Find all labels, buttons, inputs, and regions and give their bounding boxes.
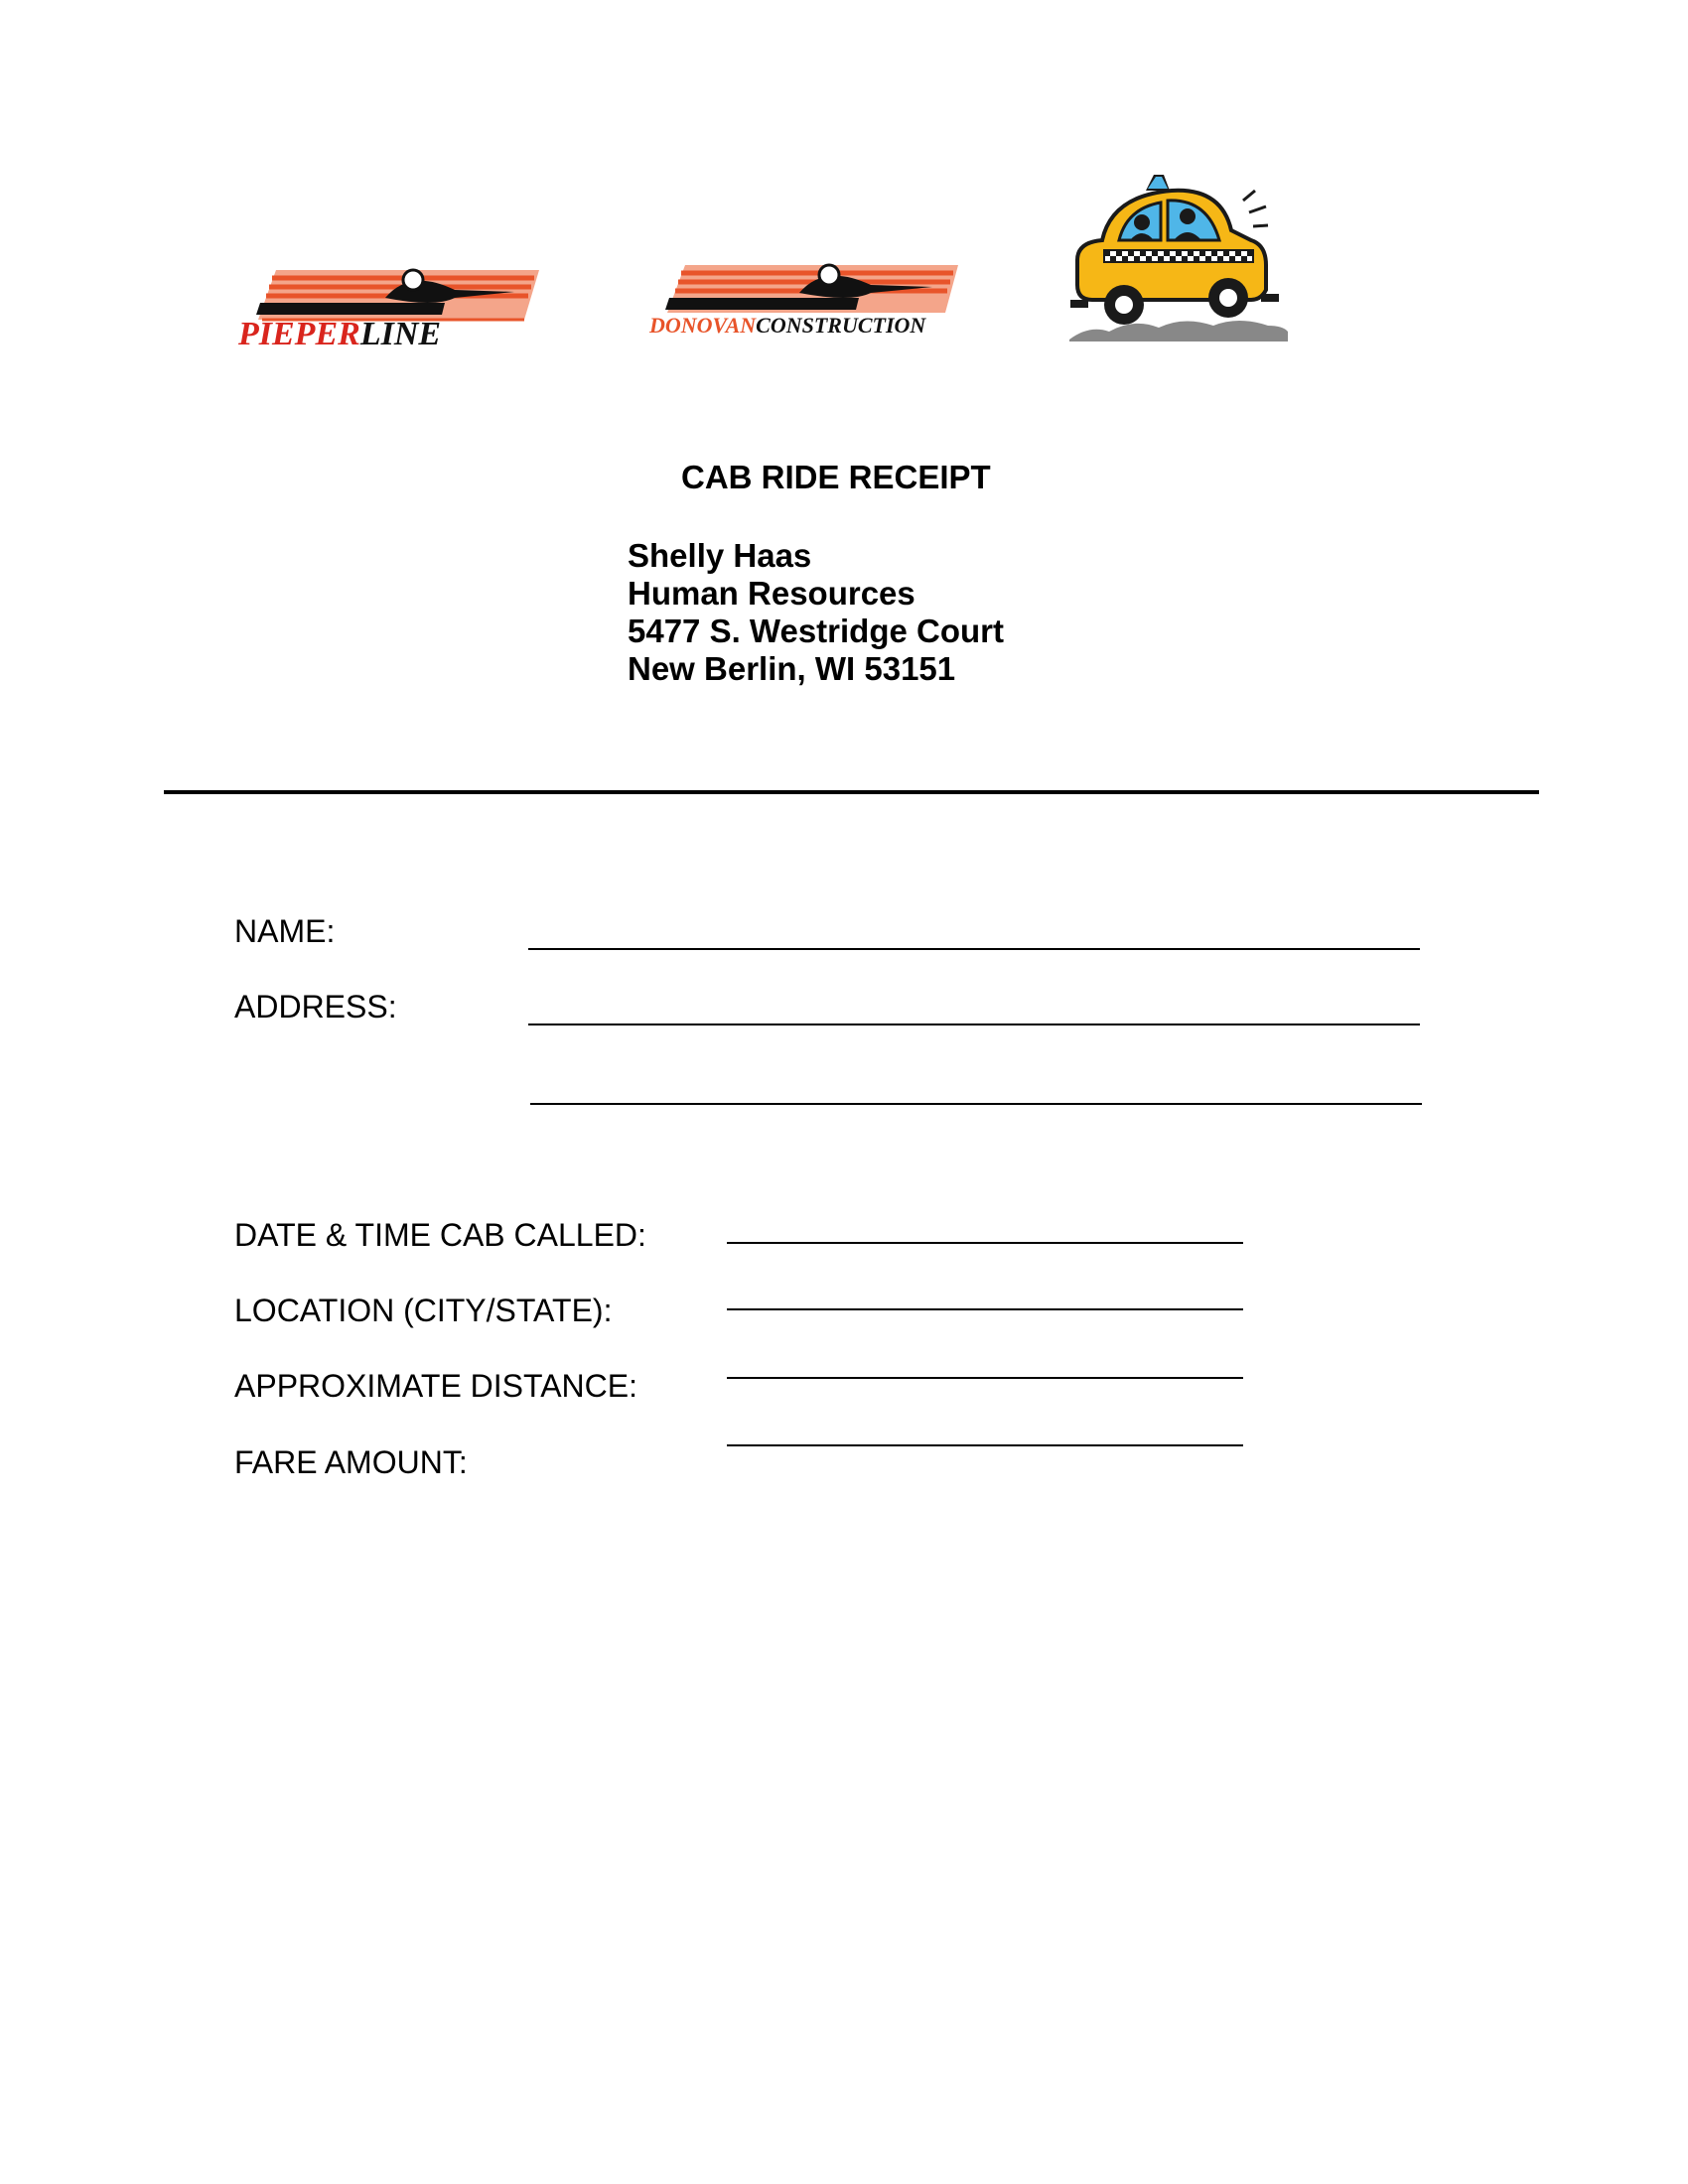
contact-address-block [628, 537, 1004, 688]
fare-amount-field-line[interactable] [727, 1444, 1243, 1446]
contact-department: Human Resources [628, 575, 915, 612]
location-field-line[interactable] [727, 1308, 1243, 1310]
line-word: LINE [359, 316, 442, 352]
contact-city: New Berlin, WI 53151 [628, 650, 956, 687]
distance-label: APPROXIMATE DISTANCE: [234, 1368, 637, 1404]
receipt-title: CAB RIDE RECEIPT [681, 459, 991, 495]
date-time-field-line[interactable] [727, 1242, 1243, 1244]
contact-street: 5477 S. Westridge Court [628, 613, 1005, 649]
name-field-line[interactable] [528, 948, 1420, 950]
taxi-cab-icon [1064, 171, 1303, 349]
distance-field-line[interactable] [727, 1377, 1243, 1379]
address-field-line-1[interactable] [528, 1024, 1420, 1025]
pieperline-logo [236, 260, 544, 359]
donovan-construction-logo [645, 253, 973, 352]
fare-amount-label: FARE AMOUNT: [234, 1444, 468, 1480]
divider-rule [164, 790, 1539, 794]
contact-name: Shelly Haas [628, 537, 812, 574]
construction-word: CONSTRUCTION [756, 313, 926, 338]
donovan-word: DONOVAN [649, 313, 757, 338]
address-field-line-2[interactable] [530, 1103, 1422, 1105]
pieper-word: PIEPER [238, 316, 360, 352]
address-label: ADDRESS: [234, 989, 397, 1024]
name-label: NAME: [234, 913, 336, 949]
location-label: LOCATION (CITY/STATE): [234, 1293, 613, 1328]
date-time-label: DATE & TIME CAB CALLED: [234, 1217, 646, 1253]
